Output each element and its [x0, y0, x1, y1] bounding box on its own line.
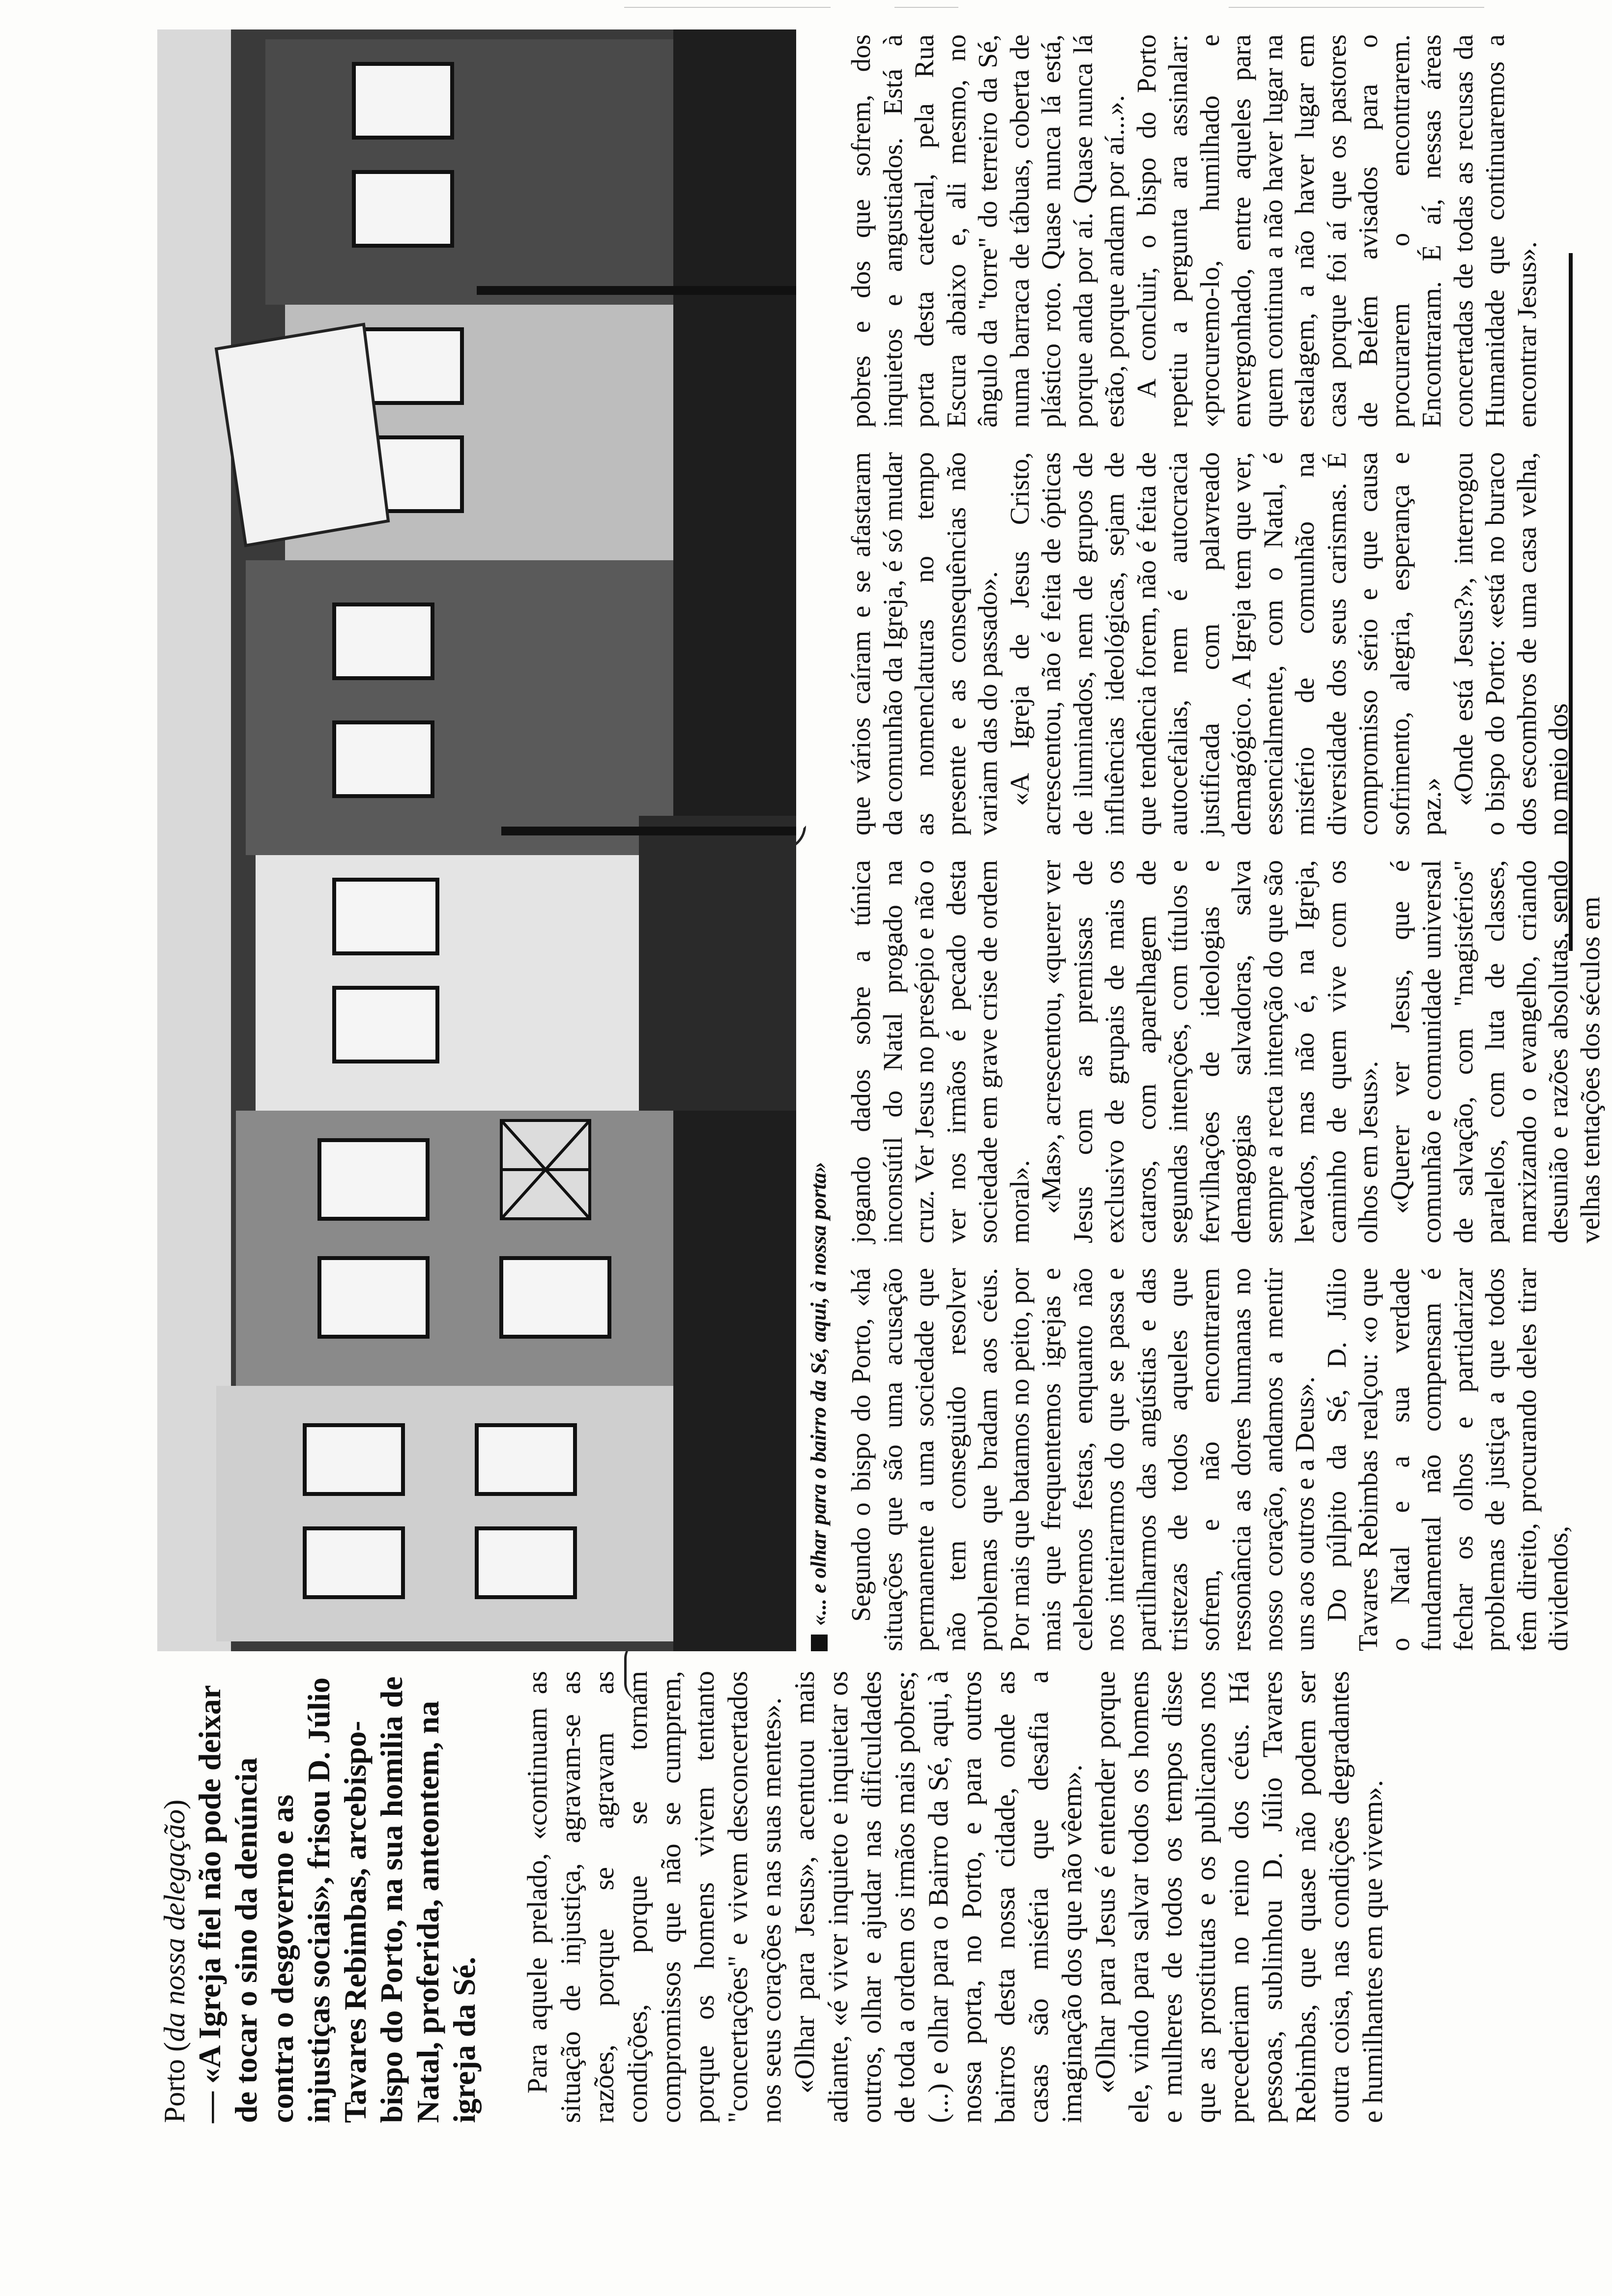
article-column-2 — [845, 1268, 1583, 1651]
news-article — [157, 29, 1605, 2143]
dateline-place: Porto ( — [158, 2042, 191, 2123]
scan-edge-mark — [624, 7, 831, 8]
article-column-1 — [157, 1671, 1583, 2123]
photo-bairro-da-se — [157, 29, 796, 1651]
article-photo — [157, 29, 796, 1651]
article-column-3 — [845, 860, 1605, 1243]
article-column-5 — [845, 34, 1583, 428]
paragraph: «Querer ver Jesus, que é comunhão e comunidade universal de salvação, com "magistérios" paralelos, com luta de classes, marxizando o evangelho, criando desunião e razões absolutas, sendo velhas tentações dos séculos em — [1384, 860, 1605, 1243]
paragraph: pobres e dos que sofrem, dos inquietos e angustiados. Está à porta desta catedral, pela Rua Escura abaixo e, ali mesmo, no ângulo da "torre" do terreiro da Sé, numa barraca de tábuas, coberta de plástico roto. Quase nunca lá está, porque anda por aí. Quase nunca lá estão, porque andam por aí...». — [846, 34, 1129, 428]
photo-caption — [805, 29, 835, 1651]
scan-edge-mark — [894, 7, 958, 8]
paragraph: «A Igreja de Jesus Cristo, acrescentou, não é feita de ópticas de iluminados, nem de grupos de influências ideológicas, sejam de que tendência forem, não é feita de autocefalias, nem é autocracia justificada com palavreado demagógico. A Igreja tem que ver, essencialmente, com o Natal, é mistério de comunhão na diversidade dos seus carismas. É compromisso sério e que causa sofrimento, alegria, esperança e paz.» — [1004, 452, 1446, 835]
paragraph: «Olhar para Jesus», acentuou mais adiante, «é viver inquieto e inquietar os outros, olhar e ajudar nas dificuldades de toda a ordem os irmãos mais pobres; (...) e olhar para o Bairro da Sé, aqui, à nossa porta, no Porto, e para outros bairros desta nossa cidade, onde as casas são miséria que desafia a imaginação dos que não vêem». — [789, 1671, 1088, 2123]
paragraph: Segundo o bispo do Porto, «há situações que são uma acusação permanente a uma sociedade que não tem conseguido resolver problemas que bradam aos céus. Por mais que batamos no peito, por mais que frequentemos igrejas e celebremos festas, enquanto não nos inteirarmos do que se passa e partilharmos das angústias e das tristezas de todos aqueles que sofrem, e não encontrarem ressonância as dores humanas no nosso coração, andamos a mentir uns aos outros e a Deus». — [846, 1268, 1320, 1651]
paragraph: «Olhar para Jesus é entender porque ele, vindo para salvar todos os homens e mulheres de todos os tempos disse que as prostitutas e os publicanos nos precederiam no reino dos céus. Há pessoas, sublinhou D. Júlio Tavares Rebimbas, que quase não podem ser outra coisa, nas condições degradantes e humilhantes em que vivem». — [1090, 1671, 1388, 2123]
paragraph: jogando dados sobre a túnica inconsútil do Natal progado na cruz. Ver Jesus no presépio e não o ver nos irmãos é pecado desta sociedade em grave crise de ordem moral». — [846, 860, 1035, 1243]
scan-edge-mark — [1229, 7, 1484, 8]
paragraph: Para aquele prelado, «continuam as situação de injustiça, agravam-se as razões, porque se agravam as condições, porque se tornam compromissos que não se cumprem, porque os homens vivem tentanto "concertações" e vivem desconcertados nos seus corações e nas suas mentes». — [522, 1671, 787, 2123]
paragraph: «Mas», acrescentou, «querer ver Jesus com as premissas de exclusivo de grupais de mais os cataros, com aparelhagem de segundas intenções, com títulos e fervilhações de ideologias e demagogias salvadoras, salva sempre a recta intenção do que são levados, mas não é, na Igreja, caminho de quem vive com os olhos em Jesus». — [1036, 860, 1383, 1243]
paragraph: Do púlpito da Sé, D. Júlio Tavares Rebimbas realçou: «o que o Natal e a sua verdade fundamental não compensam é fechar os olhos e partidarizar problemas de justiça a que todos têm direito, procurando deles tirar dividendos, — [1321, 1268, 1573, 1651]
paragraph: que vários caíram e se afastaram da comunhão da Igreja, é só mudar as nomenclaturas no tempo presente e as consequências não variam das do passado». — [846, 452, 1003, 835]
caption-bullet-icon — [811, 1635, 828, 1651]
paragraph: «Onde está Jesus?», interrogou o bispo do Porto: «está no buraco dos escombros de uma casa velha, no meio dos — [1448, 452, 1573, 835]
article-column-4 — [845, 452, 1583, 835]
paragraph: A concluir, o bispo do Porto repetiu a pergunta ara assinalar: «procuremo-lo, humilhado e envergonhado, entre aqueles para quem continua a não haver lugar na estalagem, a não haver lugar em casa porque foi aí que os pastores de Belém avisados para o procurarem o encontrarem. Encontraram. É aí, nessas áreas concertadas de todas as recusas da Humanidade que continuaremos a encontrar Jesus». — [1131, 34, 1542, 428]
article-lede: — «A Igreja fiel não pode deixar de tocar o sino da denúncia contra o desgoverno e as injustiças sociais», frisou D. Júlio Tavares Rebimbas, arcebispo-bispo do Porto, na sua homilia de Natal, proferida, anteontem, na igreja da Sé. — [192, 1676, 482, 2123]
dateline — [157, 1671, 192, 2123]
dateline-close: ) — [158, 1799, 191, 1809]
photo-caption-text: «... e olhar para o bairro da Sé, aqui, à nossa porta» — [806, 1162, 831, 1626]
dateline-source: da nossa delegação — [158, 1809, 191, 2042]
